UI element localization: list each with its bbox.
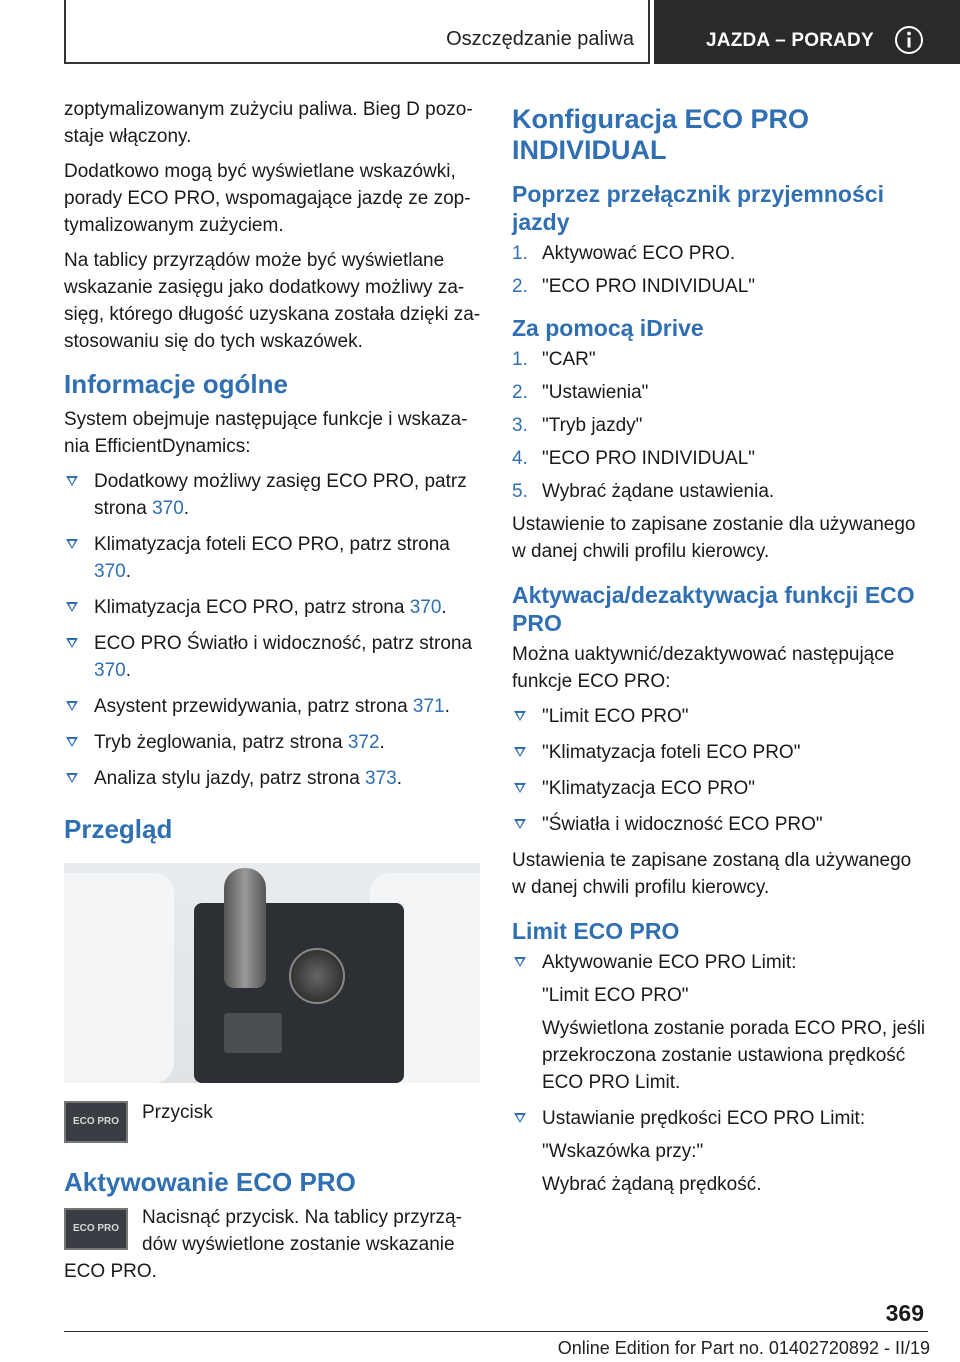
header-section-box	[64, 0, 650, 64]
list-item: Tryb żeglowania, patrz strona 372.	[64, 729, 482, 756]
list-item: 2. "ECO PRO INDIVIDUAL"	[512, 276, 756, 297]
list-item: Dodatkowy możliwy zasięg ECO PRO, patrz strona 370.	[64, 468, 482, 522]
idrive-steps	[512, 346, 930, 505]
list-item: 5. Wybrać żądane ustawienia.	[512, 481, 775, 502]
triangle-bullet-icon	[66, 476, 78, 486]
info-icon	[894, 25, 924, 55]
left-column	[64, 96, 482, 1285]
list-item: 2. "Ustawienia"	[512, 382, 649, 403]
button-caption: Przycisk	[142, 1102, 213, 1123]
triangle-bullet-icon	[514, 1113, 526, 1123]
overview-heading: Przegląd	[64, 814, 173, 844]
triangle-bullet-icon	[66, 539, 78, 549]
list-item: Analiza stylu jazdy, patrz strona 373.	[64, 765, 482, 792]
activation-list	[512, 703, 930, 838]
page-number: 369	[885, 1300, 924, 1326]
triangle-bullet-icon	[514, 819, 526, 829]
triangle-bullet-icon	[66, 638, 78, 648]
general-info-list	[64, 468, 482, 792]
idrive-heading: Za pomocą iDrive	[512, 315, 704, 341]
list-item: "Światła i widoczność ECO PRO"	[512, 811, 930, 838]
general-info-heading: Informacje ogólne	[64, 369, 288, 399]
triangle-bullet-icon	[66, 737, 78, 747]
list-item: "Limit ECO PRO"	[512, 703, 930, 730]
list-item: Klimatyzacja foteli ECO PRO, patrz strona 370.	[64, 531, 482, 585]
triangle-bullet-icon	[514, 783, 526, 793]
activate-heading: Aktywowanie ECO PRO	[64, 1167, 356, 1197]
list-item: 1. "CAR"	[512, 349, 596, 370]
list-item: Ustawianie prędkości ECO PRO Limit: "Wskazówka przy:" Wybrać żądaną prędkość.	[512, 1105, 930, 1198]
triangle-bullet-icon	[66, 773, 78, 783]
idrive-note: Ustawienie to zapisane zostanie dla używanego w danej chwili profilu kierowcy.	[512, 514, 916, 562]
eco-pro-button-legend	[64, 1099, 482, 1147]
list-item: 1. Aktywować ECO PRO.	[512, 243, 736, 264]
activation-heading: Aktywacja/dezaktywacja funkcji ECO PRO	[512, 582, 915, 636]
seat-left	[64, 873, 174, 1083]
switch-heading: Poprzez przełącznik przyjemności jazdy	[512, 181, 884, 235]
footer-divider	[64, 1331, 928, 1332]
triangle-bullet-icon	[66, 701, 78, 711]
eco-pro-button-image: ECO PRO	[64, 1208, 128, 1250]
touchpad	[224, 1013, 282, 1053]
header-chapter-title: JAZDA – PORADY	[706, 30, 874, 51]
list-item: Klimatyzacja ECO PRO, patrz strona 370.	[64, 594, 482, 621]
general-info-text: System obejmuje następujące funkcje i wskazania EfficientDynamics:	[64, 409, 468, 457]
activate-block	[64, 1204, 482, 1285]
list-item: 3. "Tryb jazdy"	[512, 415, 643, 436]
page-ref-link[interactable]: 373	[365, 768, 397, 789]
triangle-bullet-icon	[514, 957, 526, 967]
page-ref-link[interactable]: 370	[94, 561, 126, 582]
limit-heading: Limit ECO PRO	[512, 918, 680, 944]
list-item: "Klimatyzacja foteli ECO PRO"	[512, 739, 930, 766]
intro-paragraph-2: Dodatkowo mogą być wyświetlane wskazówki, porady ECO PRO, wspomagające jazdę ze zoptymalizowanym zużyciem.	[64, 161, 471, 236]
header-chapter-box	[654, 0, 960, 64]
config-heading: Konfiguracja ECO PRO INDIVIDUAL	[512, 104, 810, 165]
activate-text: Nacisnąć przycisk. Na tablicy przyrządów wyświetlone zostanie wskazanie	[142, 1207, 462, 1255]
activation-text: Można uaktywnić/dezaktywować następujące funkcje ECO PRO:	[512, 644, 895, 692]
right-column	[512, 96, 930, 1207]
footer-edition: Online Edition for Part no. 01402720892 - II/19	[557, 1338, 930, 1358]
eco-pro-button-image: ECO PRO	[64, 1101, 128, 1143]
page-ref-link[interactable]: 370	[152, 498, 184, 519]
switch-steps	[512, 240, 930, 300]
limit-list	[512, 949, 930, 1198]
list-item: Aktywowanie ECO PRO Limit: "Limit ECO PRO" Wyświetlona zostanie porada ECO PRO, jeśli przekroczona zostanie ustawiona prędkość ECO PRO Limit.	[512, 949, 930, 1096]
page-header	[0, 0, 960, 66]
triangle-bullet-icon	[514, 747, 526, 757]
triangle-bullet-icon	[66, 602, 78, 612]
triangle-bullet-icon	[514, 711, 526, 721]
gear-lever	[224, 868, 266, 988]
page-ref-link[interactable]: 370	[409, 597, 442, 618]
intro-paragraph-1: zoptymalizowanym zużyciu paliwa. Bieg D pozostaje włączony.	[64, 99, 473, 147]
list-item: "Klimatyzacja ECO PRO"	[512, 775, 930, 802]
activation-note: Ustawienia te zapisane zostaną dla używanego w danej chwili profilu kierowcy.	[512, 850, 912, 898]
list-item: 4. "ECO PRO INDIVIDUAL"	[512, 448, 756, 469]
intro-paragraph-3: Na tablicy przyrządów może być wyświetlane wskazanie zasięgu jako dodatkowy możliwy zasięg, którego długość uzyskana została dzięki zastosowaniu się do tych wskazówek.	[64, 250, 481, 352]
page-ref-link[interactable]: 372	[347, 732, 380, 753]
list-item: Asystent przewidywania, patrz strona 371.	[64, 693, 482, 720]
list-item: ECO PRO Światło i widoczność, patrz strona 370.	[64, 630, 482, 684]
header-section-title: Oszczędzanie paliwa	[446, 28, 634, 50]
page-ref-link[interactable]: 370	[94, 660, 126, 681]
idrive-controller	[289, 948, 345, 1004]
center-console-photo	[64, 863, 480, 1083]
page-ref-link[interactable]: 371	[412, 696, 445, 717]
activate-text-end: ECO PRO.	[64, 1261, 157, 1282]
